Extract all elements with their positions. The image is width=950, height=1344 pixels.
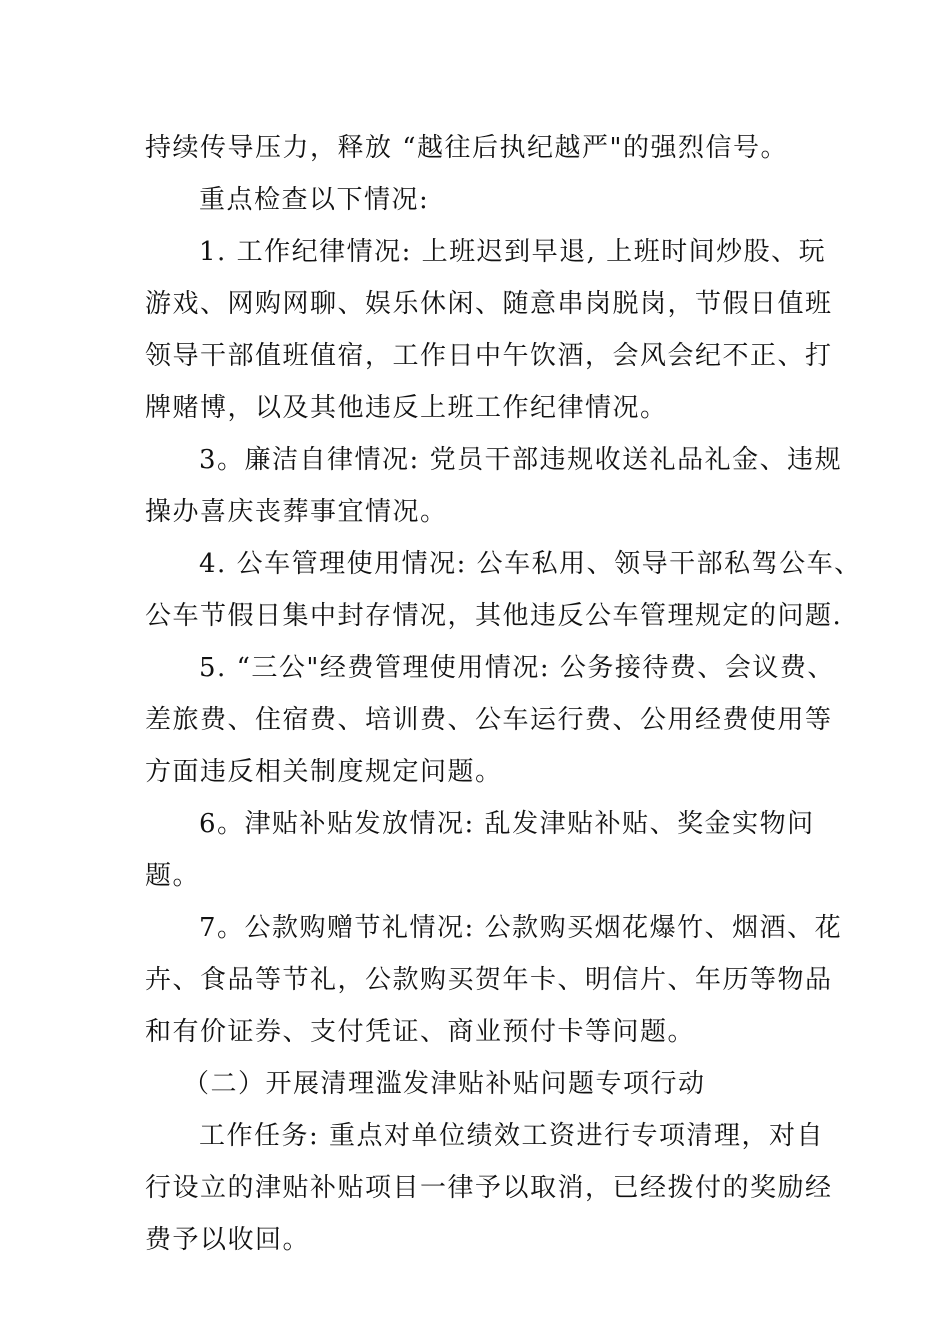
text-line: 题。 — [145, 861, 201, 891]
document-body — [145, 122, 862, 1266]
text-line: 和有价证券、支付凭证、商业预付卡等问题。 — [145, 1017, 696, 1047]
section-heading: （二）开展清理滥发津贴补贴问题专项行动 — [183, 1069, 706, 1099]
text-line: 领导干部值班值宿，工作日中午饮酒，会风会纪不正、打 — [145, 341, 833, 371]
text-line: 持续传导压力，释放 “越往后执纪越严"的强烈信号。 — [145, 133, 789, 163]
text-line: 5. “三公"经费管理使用情况: 公务接待费、会议费、 — [199, 653, 835, 683]
text-line: 7。公款购赠节礼情况: 公款购买烟花爆竹、烟酒、花 — [199, 913, 843, 943]
text-line: 公车节假日集中封存情况，其他违反公车管理规定的问题. — [145, 601, 843, 631]
text-line: 重点检查以下情况: — [199, 185, 430, 215]
text-line: 4. 公车管理使用情况: 公车私用、领导干部私驾公车、 — [199, 549, 862, 579]
text-line: 差旅费、住宿费、培训费、公车运行费、公用经费使用等 — [145, 705, 833, 735]
text-line: 游戏、网购网聊、娱乐休闲、随意串岗脱岗，节假日值班 — [145, 289, 833, 319]
text-line: 工作任务: 重点对单位绩效工资进行专项清理，对自 — [199, 1121, 825, 1151]
text-line: 1. 工作纪律情况: 上班迟到早退, 上班时间炒股、玩 — [199, 237, 827, 267]
text-line: 费予以收回。 — [145, 1225, 311, 1255]
text-line: 牌赌博，以及其他违反上班工作纪律情况。 — [145, 393, 668, 423]
text-line: 操办喜庆丧葬事宜情况。 — [145, 497, 448, 527]
text-line: 行设立的津贴补贴项目一律予以取消，已经拨付的奖励经 — [145, 1173, 833, 1203]
text-line: 方面违反相关制度规定问题。 — [145, 757, 503, 787]
text-line: 卉、食品等节礼，公款购买贺年卡、明信片、年历等物品 — [145, 965, 833, 995]
text-line: 6。津贴补贴发放情况: 乱发津贴补贴、奖金实物问 — [199, 809, 815, 839]
text-line: 3。廉洁自律情况: 党员干部违规收送礼品礼金、违规 — [199, 445, 843, 475]
